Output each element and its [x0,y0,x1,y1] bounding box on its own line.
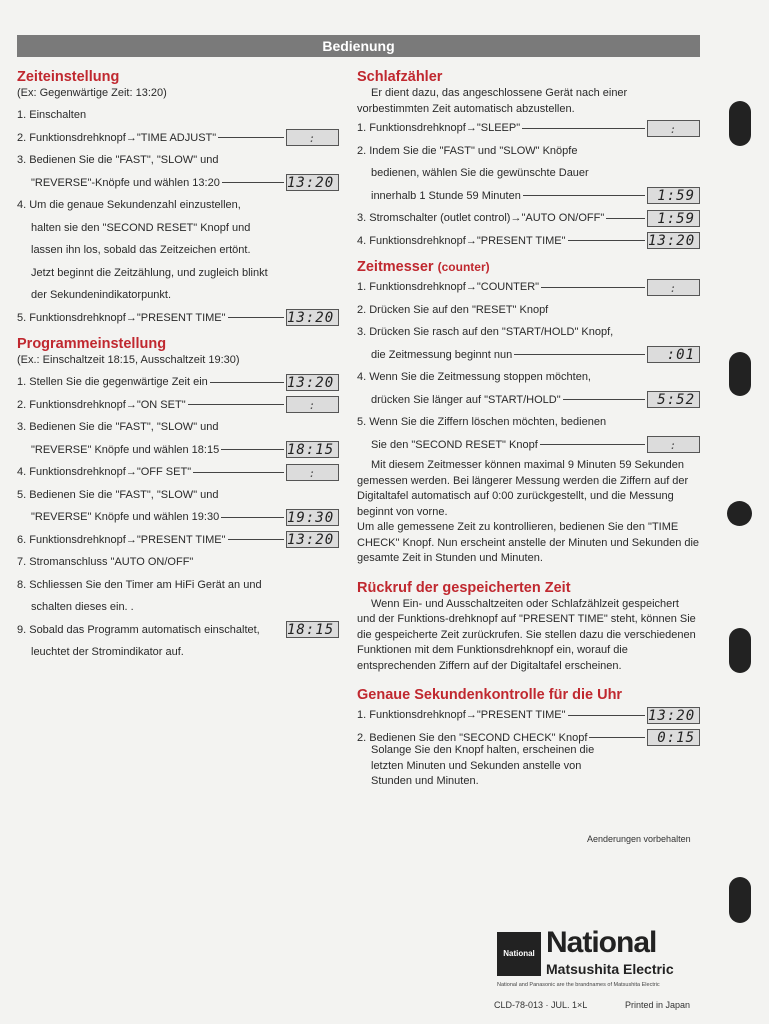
lcd-display: 13:20 [647,232,700,249]
logo-brand: National [546,926,657,959]
step: 4. Funktionsdrehknopf→"PRESENT TIME" 13:20 [357,230,700,253]
step: halten sie den "SECOND RESET" Knopf und [31,221,251,234]
lcd-display: : [647,120,700,137]
note: Aenderungen vorbehalten [587,834,691,844]
step: 4. Funktionsdrehknopf→"OFF SET" : [17,461,339,484]
sekundenkontrolle-paragraph: Solange Sie den Knopf halten, erscheinen die letzten Minuten und Sekunden anstelle von Stunden und Minuten. [371,744,595,787]
step: Sie den "SECOND RESET" Knopf : [357,434,700,457]
step: "REVERSE"-Knöpfe und wählen 13:20 13:20 [17,172,339,195]
lcd-display: 13:20 [647,707,700,724]
binder-hole [729,877,751,923]
step: "REVERSE" Knöpfe und wählen 18:15 18:15 [17,439,339,462]
zeitmesser-paragraph: Mit diesem Zeitmesser können maximal 9 Minuten 59 Sekunden gemessen werden. Bei längerer Messung werden die Ziffern auf der Digitaltafel automatisch auf 0:00 zurückgestellt, und die Messung beginnt von vorne. [357,459,689,518]
step: 4. Um die genaue Sekundenzahl einzustellen, [17,199,241,212]
step: 1. Stellen Sie die gegenwärtige Zeit ein 13:20 [17,371,339,394]
step: 5. Funktionsdrehknopf→"PRESENT TIME" 13:20 [17,307,339,330]
footer-code: CLD-78-013 · JUL. 1×L [494,1000,588,1010]
lcd-display: : [647,436,700,453]
footer-printed: Printed in Japan [625,1000,691,1010]
step: 1. Funktionsdrehknopf→"PRESENT TIME" 13:20 [357,704,700,727]
lcd-display: 5:52 [647,391,700,408]
step: 2. Indem Sie die "FAST" und "SLOW" Knöpfe [357,144,578,157]
programmeinstellung-title: Programmeinstellung [17,336,167,352]
step: 3. Stromschalter (outlet control)→"AUTO ON/OFF" 1:59 [357,207,700,230]
step: 8. Schliessen Sie den Timer am HiFi Gerät an und [17,578,262,591]
lcd-display: :01 [647,346,700,363]
lcd-display: 13:20 [286,374,339,391]
zeitmesser-title: Zeitmesser (counter) [357,259,490,275]
logo-sub: Matsushita Electric [546,961,674,977]
step: 4. Wenn Sie die Zeitmessung stoppen möchten, [357,371,591,384]
step: 2. Funktionsdrehknopf→"ON SET" : [17,394,339,417]
zeiteinstellung-sub: (Ex: Gegenwärtige Zeit: 13:20) [17,87,167,99]
step: 3. Bedienen Sie die "FAST", "SLOW" und [17,154,219,167]
lcd-display: 13:20 [286,174,339,191]
step: 1. Funktionsdrehknopf→"SLEEP" : [357,117,700,140]
logo-mark: National [497,932,541,976]
step: 2. Funktionsdrehknopf→"TIME ADJUST" : [17,127,339,150]
step: die Zeitmessung beginnt nun :01 [357,344,700,367]
step: lassen ihn los, sobald das Zeitzeichen ertönt. [31,244,251,257]
programmeinstellung-sub: (Ex.: Einschaltzeit 18:15, Ausschaltzeit 19:30) [17,354,240,366]
sekundenkontrolle-title: Genaue Sekundenkontrolle für die Uhr [357,687,623,703]
zeiteinstellung-title: Zeiteinstellung [17,69,120,85]
step: leuchtet der Stromindikator auf. [31,646,184,659]
lcd-display: : [286,129,339,146]
step: 5. Bedienen Sie die "FAST", "SLOW" und [17,488,219,501]
lcd-display: 0:15 [647,729,700,746]
step: 6. Funktionsdrehknopf→"PRESENT TIME" 13:20 [17,529,339,552]
lcd-display: : [286,396,339,413]
step: 2. Drücken Sie auf den "RESET" Knopf [357,303,549,316]
binder-hole [729,628,751,673]
step: 7. Stromanschluss "AUTO ON/OFF" [17,556,194,569]
rueckruf-title: Rückruf der gespeicherten Zeit [357,579,571,596]
zeitmesser-paragraph: Um alle gemessene Zeit zu kontrollieren, bedienen Sie den "TIME CHECK" Knopf. Nun erscheint anstelle der Minuten und Sekunden die gesamte Zeit in Stunden und Minuten. [357,521,700,564]
step: bedienen, wählen Sie die gewünschte Dauer [371,167,589,180]
lcd-display: 13:20 [286,309,339,326]
step: 5. Wenn Sie die Ziffern löschen möchten, bedienen [357,416,607,429]
step: schalten dieses ein. . [31,601,134,614]
right-column [357,68,700,790]
logo-fine: National and Panasonic are the brandnames of Matsushita Electric [497,982,660,988]
step: Jetzt beginnt die Zeitzählung, und zugleich blinkt [31,266,268,279]
step: 3. Bedienen Sie die "FAST", "SLOW" und [17,421,219,434]
lcd-display: 18:15 [286,441,339,458]
step: 1. Funktionsdrehknopf→"COUNTER" : [357,276,700,299]
step: der Sekundenindikatorpunkt. [31,289,172,302]
step: 9. Sobald das Programm automatisch einschaltet, 18:15 [17,619,339,642]
binder-hole [729,352,751,396]
binder-hole [729,101,751,146]
schlafzaehler-title: Schlafzähler [357,69,443,85]
lcd-display: 1:59 [647,210,700,227]
step: 2. Bedienen Sie den "SECOND CHECK" Knopf 0:15 [357,727,700,750]
lcd-display: 18:15 [286,621,339,638]
lcd-display: : [647,279,700,296]
step: 1. Einschalten [17,109,87,122]
schlafzaehler-intro: Er dient dazu, das angeschlossene Gerät nach einer vorbestimmten Zeit automatisch abzustellen. [357,87,628,115]
lcd-display: 19:30 [286,509,339,526]
step: drücken Sie länger auf "START/HOLD" 5:52 [357,389,700,412]
left-column [17,68,339,664]
logo [497,926,702,992]
lcd-display: 13:20 [286,531,339,548]
lcd-display: : [286,464,339,481]
binder-hole [727,501,752,526]
step: innerhalb 1 Stunde 59 Minuten 1:59 [357,185,700,208]
lcd-display: 1:59 [647,187,700,204]
step: "REVERSE" Knöpfe und wählen 19:30 19:30 [17,506,339,529]
section-header: Bedienung [17,35,700,57]
step: 3. Drücken Sie rasch auf den "START/HOLD" Knopf, [357,326,614,339]
rueckruf-paragraph: Wenn Ein- und Ausschaltzeiten oder Schlafzählzeit gespeichert und der Funktions-drehknopf auf "PRESENT TIME" steht, können Sie die gespeicherte Zeit zurückrufen. Sie stellen dazu die verschiedenen Funktionen mit dem Funktionsdrehknopf ein, worauf die entsprechenden Ziffern auf der Digitaltafel erscheinen. [357,597,696,672]
